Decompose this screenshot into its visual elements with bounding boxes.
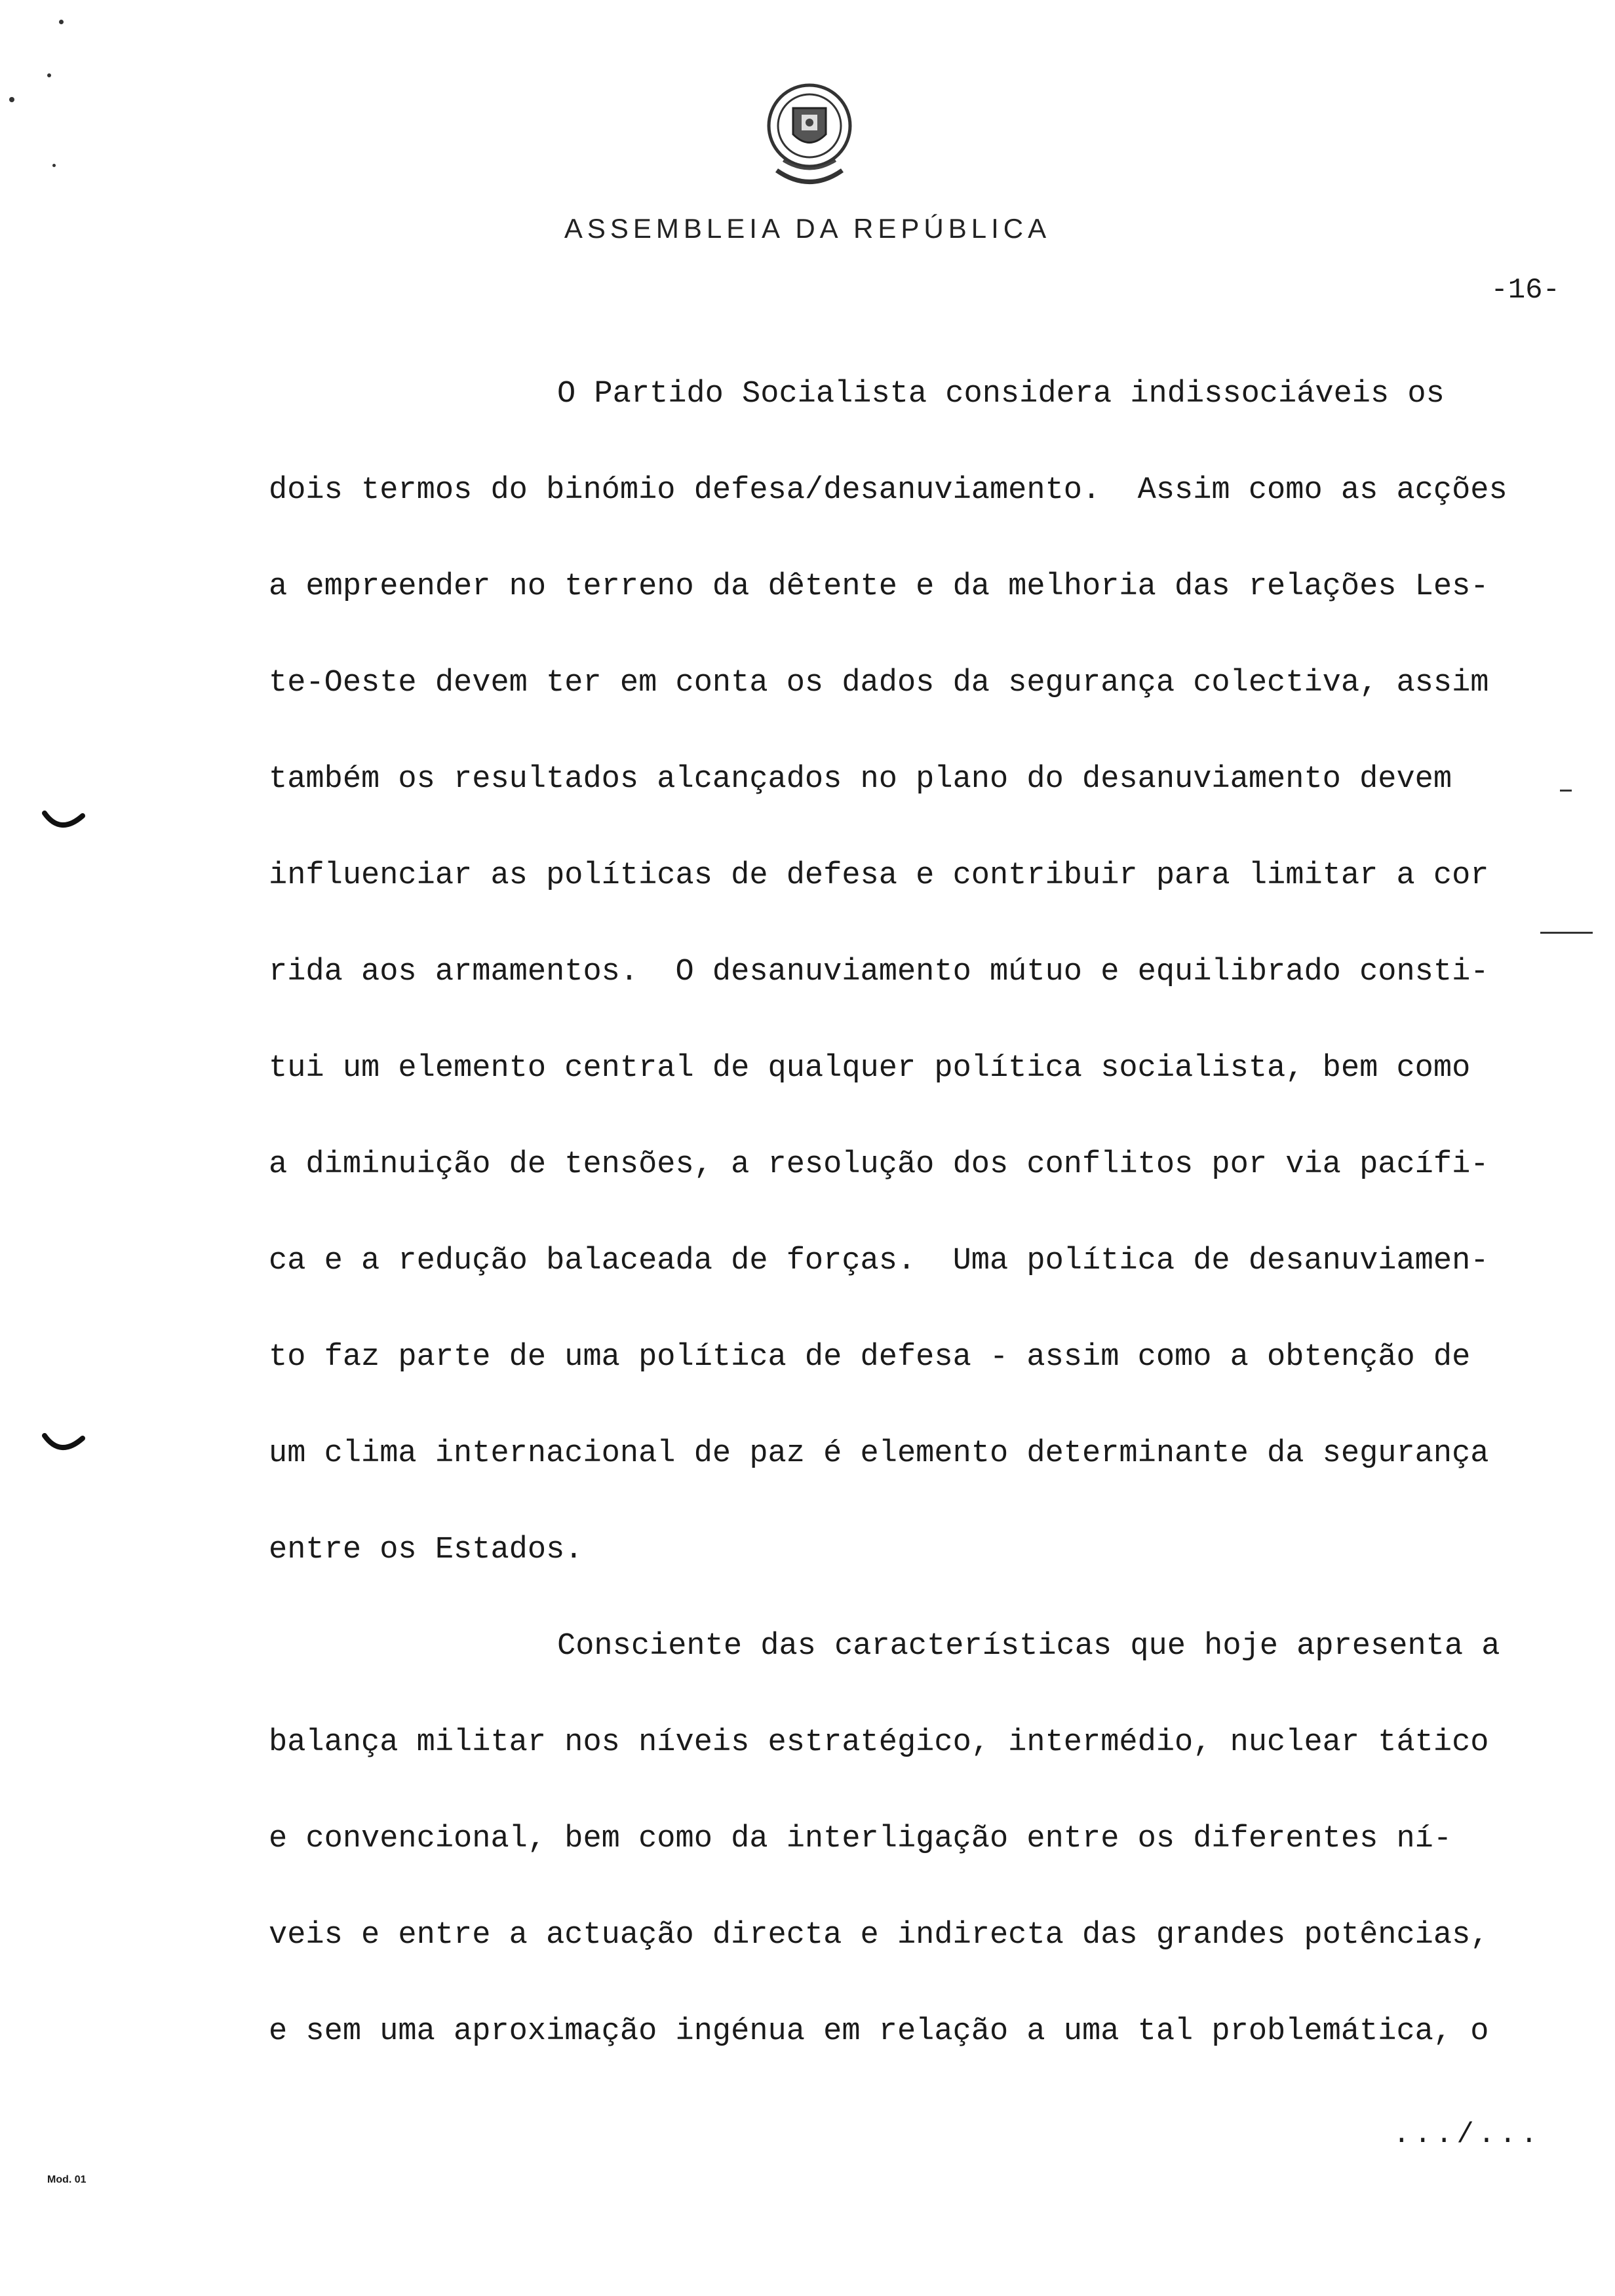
text-line: to faz parte de uma política de defesa - assim como a obtenção de (269, 1340, 1471, 1375)
institution-name: ASSEMBLEIA DA REPÚBLICA (564, 213, 1051, 244)
text-line: e convencional, bem como da interligação entre os diferentes ní- (269, 1822, 1452, 1856)
text-line: Consciente das características que hoje apresenta a (557, 1629, 1500, 1664)
text-line: entre os Estados. (269, 1533, 583, 1567)
scan-speck (47, 73, 51, 77)
continuation-mark: .../... (1393, 2118, 1542, 2151)
text-line: influenciar as políticas de defesa e contribuir para limitar a cor (269, 858, 1489, 893)
portuguese-coat-of-arms-icon (757, 79, 862, 193)
text-line: balança militar nos níveis estratégico, intermédio, nuclear tático (269, 1725, 1489, 1760)
text-line: O Partido Socialista considera indissociáveis os (557, 377, 1445, 411)
text-line: dois termos do binómio defesa/desanuviamento. Assim como as acções (269, 473, 1508, 508)
text-line: veis e entre a actuação directa e indirecta das grandes potências, (269, 1918, 1489, 1953)
scan-speck (52, 164, 56, 167)
form-code: Mod. 01 (47, 2174, 87, 2185)
punch-hole-mark (41, 1432, 87, 1458)
scan-speck (1540, 932, 1593, 934)
text-line: a diminuição de tensões, a resolução dos conflitos por via pacífi- (269, 1147, 1489, 1182)
page-number: -16- (1490, 274, 1560, 307)
text-line: e sem uma aproximação ingénua em relação a uma tal problemática, o (269, 2014, 1489, 2049)
text-line: rida aos armamentos. O desanuviamento mútuo e equilibrado consti- (269, 955, 1489, 989)
scan-speck (1560, 790, 1572, 792)
text-line: um clima internacional de paz é elemento determinante da segurança (269, 1436, 1489, 1471)
text-line: também os resultados alcançados no plano do desanuviamento devem (269, 762, 1452, 797)
text-line: tui um elemento central de qualquer política socialista, bem como (269, 1051, 1471, 1086)
punch-hole-mark (41, 809, 87, 835)
text-line: ca e a redução balaceada de forças. Uma política de desanuviamen- (269, 1244, 1489, 1278)
scan-speck (9, 97, 14, 102)
text-line: te-Oeste devem ter em conta os dados da segurança colectiva, assim (269, 666, 1489, 700)
scan-speck (59, 20, 64, 24)
text-line: a empreender no terreno da dêtente e da melhoria das relações Les- (269, 569, 1489, 604)
